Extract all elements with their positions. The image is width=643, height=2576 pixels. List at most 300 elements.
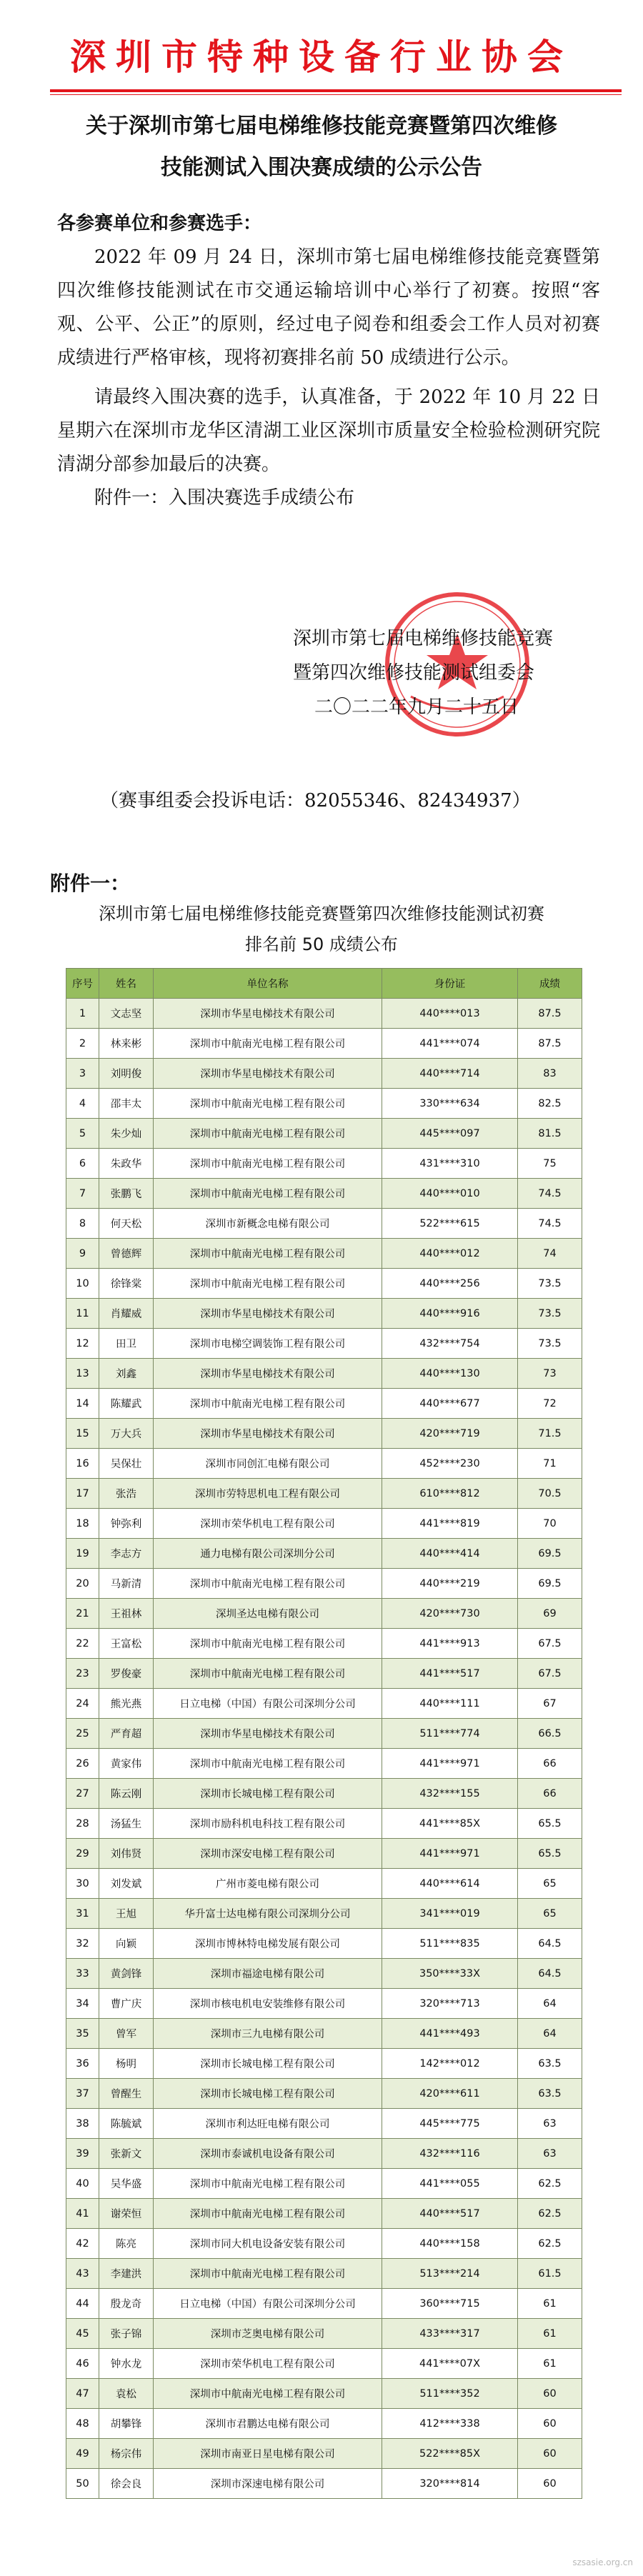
complaint-hotline: （赛事组委会投诉电话：82055346、82434937）: [100, 790, 531, 812]
cell-unit: 深圳市泰诚机电设备有限公司: [154, 2139, 382, 2169]
cell-rank: 29: [66, 1839, 99, 1869]
cell-id: 432****754: [382, 1329, 518, 1359]
cell-score: 70.5: [518, 1479, 582, 1509]
cell-score: 83: [518, 1059, 582, 1089]
cell-score: 70: [518, 1509, 582, 1539]
cell-score: 87.5: [518, 1029, 582, 1059]
cell-score: 61: [518, 2289, 582, 2319]
cell-unit: 通力电梯有限公司深圳分公司: [154, 1539, 382, 1569]
cell-unit: 深圳市华星电梯技术有限公司: [154, 1059, 382, 1089]
cell-unit: 深圳市中航南光电梯工程有限公司: [154, 1749, 382, 1779]
table-row: [66, 1809, 582, 1839]
cell-unit: 深圳市励科机电科技工程有限公司: [154, 1809, 382, 1839]
signature-org-line1: 深圳市第七届电梯维修技能竞赛: [293, 628, 554, 649]
results-table: [66, 968, 582, 2499]
letterhead: [0, 0, 643, 114]
table-row: [66, 1539, 582, 1569]
cell-name: 黄家伟: [99, 1749, 154, 1779]
header-name: 姓名: [99, 969, 154, 999]
cell-score: 71.5: [518, 1419, 582, 1449]
cell-score: 62.5: [518, 2229, 582, 2259]
cell-rank: 42: [66, 2229, 99, 2259]
cell-rank: 44: [66, 2289, 99, 2319]
cell-name: 曾醒生: [99, 2079, 154, 2109]
table-body: [66, 999, 582, 2499]
cell-rank: 4: [66, 1089, 99, 1119]
cell-unit: 深圳市芝奥电梯有限公司: [154, 2319, 382, 2349]
cell-score: 65: [518, 1869, 582, 1899]
cell-name: 王富松: [99, 1629, 154, 1659]
cell-score: 60: [518, 2409, 582, 2439]
cell-unit: 深圳市中航南光电梯工程有限公司: [154, 1569, 382, 1599]
cell-rank: 30: [66, 1869, 99, 1899]
table-row: [66, 1029, 582, 1059]
cell-rank: 19: [66, 1539, 99, 1569]
cell-id: 440****916: [382, 1299, 518, 1329]
cell-score: 73: [518, 1359, 582, 1389]
cell-unit: 深圳市三九电梯有限公司: [154, 2019, 382, 2049]
cell-rank: 47: [66, 2379, 99, 2409]
cell-score: 73.5: [518, 1299, 582, 1329]
table-row: [66, 1869, 582, 1899]
header-rank: 序号: [66, 969, 99, 999]
cell-id: 440****013: [382, 999, 518, 1029]
cell-score: 72: [518, 1389, 582, 1419]
letterhead-rule-thick: [50, 89, 622, 92]
cell-rank: 46: [66, 2349, 99, 2379]
cell-id: 320****814: [382, 2469, 518, 2499]
cell-score: 73.5: [518, 1329, 582, 1359]
cell-unit: 深圳市中航南光电梯工程有限公司: [154, 1179, 382, 1209]
cell-score: 63.5: [518, 2049, 582, 2079]
cell-id: 341****019: [382, 1899, 518, 1929]
cell-name: 陈亮: [99, 2229, 154, 2259]
cell-rank: 39: [66, 2139, 99, 2169]
cell-id: 441****971: [382, 1749, 518, 1779]
cell-score: 71: [518, 1449, 582, 1479]
cell-score: 62.5: [518, 2169, 582, 2199]
cell-unit: 深圳市利达旺电梯有限公司: [154, 2109, 382, 2139]
cell-score: 67.5: [518, 1629, 582, 1659]
cell-id: 441****493: [382, 2019, 518, 2049]
table-row: [66, 1269, 582, 1299]
org-title: 深圳市特种设备行业协会: [70, 36, 573, 78]
cell-unit: 深圳市中航南光电梯工程有限公司: [154, 2259, 382, 2289]
cell-score: 67: [518, 1689, 582, 1719]
cell-id: 522****615: [382, 1209, 518, 1239]
cell-unit: 深圳市中航南光电梯工程有限公司: [154, 1269, 382, 1299]
cell-unit: 深圳市中航南光电梯工程有限公司: [154, 2169, 382, 2199]
paragraph-initial-round: 2022 年 09 月 24 日，深圳市第七届电梯维修技能竞赛暨第四次维修技能测试在市交通运输培训中心举行了初赛。按照“客观、公平、公正”的原则，经过电子阅卷和组委会工作人员对初赛成绩进行严格审核，现将初赛排名前 50 成绩进行公示。: [57, 246, 600, 369]
cell-rank: 45: [66, 2319, 99, 2349]
cell-id: 420****719: [382, 1419, 518, 1449]
table-row: [66, 1119, 582, 1149]
cell-name: 肖耀威: [99, 1299, 154, 1329]
cell-unit: 深圳市华星电梯技术有限公司: [154, 1359, 382, 1389]
cell-name: 林来彬: [99, 1029, 154, 1059]
cell-score: 82.5: [518, 1089, 582, 1119]
cell-rank: 48: [66, 2409, 99, 2439]
cell-name: 黄剑锋: [99, 1959, 154, 1989]
cell-name: 邵丰太: [99, 1089, 154, 1119]
table-row: [66, 1929, 582, 1959]
header-id: 身份证: [382, 969, 518, 999]
cell-unit: 深圳市君鹏达电梯有限公司: [154, 2409, 382, 2439]
cell-name: 曾军: [99, 2019, 154, 2049]
notice-body: [57, 207, 600, 515]
cell-rank: 7: [66, 1179, 99, 1209]
cell-name: 谢荣恒: [99, 2199, 154, 2229]
cell-unit: 深圳市博林特电梯发展有限公司: [154, 1929, 382, 1959]
cell-id: 441****819: [382, 1509, 518, 1539]
table-row: [66, 1839, 582, 1869]
cell-name: 袁松: [99, 2379, 154, 2409]
cell-id: 420****730: [382, 1599, 518, 1629]
table-row: [66, 2379, 582, 2409]
cell-score: 62.5: [518, 2199, 582, 2229]
cell-name: 吴保壮: [99, 1449, 154, 1479]
cell-rank: 23: [66, 1659, 99, 1689]
cell-id: 441****913: [382, 1629, 518, 1659]
cell-rank: 20: [66, 1569, 99, 1599]
cell-name: 钟水龙: [99, 2349, 154, 2379]
table-row: [66, 1779, 582, 1809]
cell-score: 75: [518, 1149, 582, 1179]
cell-rank: 49: [66, 2439, 99, 2469]
cell-rank: 11: [66, 1299, 99, 1329]
cell-name: 王祖林: [99, 1599, 154, 1629]
notice-title-line2: 技能测试入围决赛成绩的公示公告: [161, 155, 482, 180]
cell-unit: 深圳市中航南光电梯工程有限公司: [154, 1659, 382, 1689]
cell-score: 61.5: [518, 2259, 582, 2289]
cell-id: 441****85X: [382, 1809, 518, 1839]
cell-name: 何天松: [99, 1209, 154, 1239]
cell-unit: 日立电梯（中国）有限公司深圳分公司: [154, 1689, 382, 1719]
cell-score: 69.5: [518, 1539, 582, 1569]
cell-name: 徐锋棠: [99, 1269, 154, 1299]
table-row: [66, 1749, 582, 1779]
cell-id: 330****634: [382, 1089, 518, 1119]
cell-score: 64: [518, 1989, 582, 2019]
table-header-row: [66, 969, 582, 999]
cell-score: 64.5: [518, 1959, 582, 1989]
cell-unit: 深圳市长城电梯工程有限公司: [154, 2079, 382, 2109]
cell-score: 63.5: [518, 2079, 582, 2109]
cell-score: 61: [518, 2319, 582, 2349]
cell-unit: 深圳市深安电梯工程有限公司: [154, 1839, 382, 1869]
cell-rank: 32: [66, 1929, 99, 1959]
cell-name: 曹广庆: [99, 1989, 154, 2019]
paragraph-attachment-ref: 附件一：入围决赛选手成绩公布: [94, 487, 355, 509]
cell-name: 汤猛生: [99, 1809, 154, 1839]
cell-rank: 37: [66, 2079, 99, 2109]
table-row: [66, 1209, 582, 1239]
cell-score: 74.5: [518, 1209, 582, 1239]
cell-unit: 深圳市同大机电设备安装有限公司: [154, 2229, 382, 2259]
cell-rank: 40: [66, 2169, 99, 2199]
cell-id: 441****07X: [382, 2349, 518, 2379]
cell-name: 马新清: [99, 1569, 154, 1599]
cell-name: 向颖: [99, 1929, 154, 1959]
cell-unit: 深圳市中航南光电梯工程有限公司: [154, 1119, 382, 1149]
cell-rank: 9: [66, 1239, 99, 1269]
cell-name: 刘鑫: [99, 1359, 154, 1389]
cell-name: 张新文: [99, 2139, 154, 2169]
letterhead-rule-thin: [50, 94, 622, 95]
cell-unit: 深圳市华星电梯技术有限公司: [154, 999, 382, 1029]
cell-unit: 深圳市华星电梯技术有限公司: [154, 1719, 382, 1749]
cell-id: 440****010: [382, 1179, 518, 1209]
cell-name: 张浩: [99, 1479, 154, 1509]
cell-id: 610****812: [382, 1479, 518, 1509]
cell-unit: 深圳圣达电梯有限公司: [154, 1599, 382, 1629]
cell-id: 445****775: [382, 2109, 518, 2139]
cell-rank: 27: [66, 1779, 99, 1809]
cell-unit: 深圳市华星电梯技术有限公司: [154, 1419, 382, 1449]
cell-name: 王旭: [99, 1899, 154, 1929]
cell-name: 刘明俊: [99, 1059, 154, 1089]
cell-unit: 深圳市中航南光电梯工程有限公司: [154, 1239, 382, 1269]
table-row: [66, 1689, 582, 1719]
table-row: [66, 1149, 582, 1179]
cell-unit: 日立电梯（中国）有限公司深圳分公司: [154, 2289, 382, 2319]
table-row: [66, 1569, 582, 1599]
header-score: 成绩: [518, 969, 582, 999]
cell-id: 522****85X: [382, 2439, 518, 2469]
cell-name: 熊光燕: [99, 1689, 154, 1719]
cell-name: 刘伟贤: [99, 1839, 154, 1869]
cell-rank: 14: [66, 1389, 99, 1419]
cell-rank: 43: [66, 2259, 99, 2289]
cell-rank: 8: [66, 1209, 99, 1239]
cell-name: 罗俊豪: [99, 1659, 154, 1689]
table-row: [66, 1089, 582, 1119]
table-row: [66, 2229, 582, 2259]
cell-score: 64.5: [518, 1929, 582, 1959]
cell-score: 73.5: [518, 1269, 582, 1299]
annex-title-line1: 深圳市第七届电梯维修技能竞赛暨第四次维修技能测试初赛: [99, 904, 544, 924]
cell-unit: 广州市菱电梯有限公司: [154, 1869, 382, 1899]
cell-name: 胡攀锋: [99, 2409, 154, 2439]
table-row: [66, 1329, 582, 1359]
cell-rank: 2: [66, 1029, 99, 1059]
cell-unit: 深圳市中航南光电梯工程有限公司: [154, 1089, 382, 1119]
cell-unit: 深圳市长城电梯工程有限公司: [154, 2049, 382, 2079]
cell-unit: 深圳市中航南光电梯工程有限公司: [154, 2199, 382, 2229]
cell-id: 511****835: [382, 1929, 518, 1959]
cell-unit: 深圳市中航南光电梯工程有限公司: [154, 1389, 382, 1419]
cell-id: 441****517: [382, 1659, 518, 1689]
cell-id: 440****677: [382, 1389, 518, 1419]
cell-id: 433****317: [382, 2319, 518, 2349]
cell-name: 吴华盛: [99, 2169, 154, 2199]
cell-rank: 35: [66, 2019, 99, 2049]
cell-unit: 深圳市中航南光电梯工程有限公司: [154, 1029, 382, 1059]
cell-unit: 深圳市荣华机电工程有限公司: [154, 2349, 382, 2379]
table-row: [66, 2349, 582, 2379]
cell-unit: 华升富士达电梯有限公司深圳分公司: [154, 1899, 382, 1929]
cell-rank: 10: [66, 1269, 99, 1299]
cell-unit: 深圳市核电机电安装维修有限公司: [154, 1989, 382, 2019]
cell-id: 432****155: [382, 1779, 518, 1809]
cell-unit: 深圳市电梯空调装饰工程有限公司: [154, 1329, 382, 1359]
cell-name: 李建洪: [99, 2259, 154, 2289]
cell-score: 81.5: [518, 1119, 582, 1149]
cell-name: 田卫: [99, 1329, 154, 1359]
cell-rank: 26: [66, 1749, 99, 1779]
table-row: [66, 999, 582, 1029]
table-row: [66, 1959, 582, 1989]
cell-unit: 深圳市中航南光电梯工程有限公司: [154, 2379, 382, 2409]
cell-name: 徐会良: [99, 2469, 154, 2499]
cell-name: 文志坚: [99, 999, 154, 1029]
cell-score: 67.5: [518, 1659, 582, 1689]
cell-score: 65: [518, 1899, 582, 1929]
annex-table-title: [71, 899, 572, 960]
table-row: [66, 2139, 582, 2169]
salutation: 各参赛单位和参赛选手：: [57, 213, 262, 234]
cell-score: 87.5: [518, 999, 582, 1029]
cell-score: 61: [518, 2349, 582, 2379]
cell-id: 440****219: [382, 1569, 518, 1599]
cell-unit: 深圳市劳特思机电工程有限公司: [154, 1479, 382, 1509]
cell-unit: 深圳市同创汇电梯有限公司: [154, 1449, 382, 1479]
cell-id: 440****130: [382, 1359, 518, 1389]
cell-rank: 1: [66, 999, 99, 1029]
table-row: [66, 2019, 582, 2049]
table-row: [66, 2079, 582, 2109]
cell-id: 441****055: [382, 2169, 518, 2199]
cell-rank: 28: [66, 1809, 99, 1839]
cell-rank: 41: [66, 2199, 99, 2229]
cell-id: 432****116: [382, 2139, 518, 2169]
cell-id: 440****614: [382, 1869, 518, 1899]
cell-name: 朱政华: [99, 1149, 154, 1179]
cell-rank: 33: [66, 1959, 99, 1989]
table-row: [66, 1659, 582, 1689]
table-row: [66, 1509, 582, 1539]
cell-id: 452****230: [382, 1449, 518, 1479]
cell-id: 431****310: [382, 1149, 518, 1179]
cell-name: 李志方: [99, 1539, 154, 1569]
paragraph-final-round: 请最终入围决赛的选手，认真准备，于 2022 年 10 月 22 日星期六在深圳市龙华区清湖工业区深圳市质量安全检验检测研究院清湖分部参加最后的决赛。: [57, 386, 600, 475]
cell-rank: 34: [66, 1989, 99, 2019]
cell-rank: 13: [66, 1359, 99, 1389]
cell-score: 66: [518, 1749, 582, 1779]
table-row: [66, 1239, 582, 1269]
table-row: [66, 2259, 582, 2289]
cell-name: 钟弥利: [99, 1509, 154, 1539]
cell-unit: 深圳市深速电梯有限公司: [154, 2469, 382, 2499]
cell-name: 杨明: [99, 2049, 154, 2079]
table-row: [66, 2469, 582, 2499]
cell-name: 严育超: [99, 1719, 154, 1749]
cell-unit: 深圳市中航南光电梯工程有限公司: [154, 1629, 382, 1659]
cell-name: 陈毓斌: [99, 2109, 154, 2139]
cell-id: 440****414: [382, 1539, 518, 1569]
cell-score: 60: [518, 2439, 582, 2469]
table-row: [66, 1899, 582, 1929]
cell-score: 63: [518, 2139, 582, 2169]
site-watermark: szsasie.org.cn: [572, 2557, 633, 2567]
cell-unit: 深圳市荣华机电工程有限公司: [154, 1509, 382, 1539]
cell-score: 74: [518, 1239, 582, 1269]
cell-score: 69: [518, 1599, 582, 1629]
table-row: [66, 2439, 582, 2469]
cell-id: 441****971: [382, 1839, 518, 1869]
signature-org-line2: 暨第四次维修技能测试组委会: [293, 662, 535, 684]
cell-id: 445****097: [382, 1119, 518, 1149]
cell-score: 60: [518, 2379, 582, 2409]
cell-rank: 21: [66, 1599, 99, 1629]
cell-score: 64: [518, 2019, 582, 2049]
notice-title-line1: 关于深圳市第七届电梯维修技能竞赛暨第四次维修: [86, 114, 557, 139]
cell-rank: 12: [66, 1329, 99, 1359]
cell-rank: 50: [66, 2469, 99, 2499]
annex-label: 附件一：: [50, 872, 131, 895]
cell-name: 朱少灿: [99, 1119, 154, 1149]
table-row: [66, 2169, 582, 2199]
table-row: [66, 1629, 582, 1659]
cell-rank: 16: [66, 1449, 99, 1479]
cell-name: 张鹏飞: [99, 1179, 154, 1209]
cell-name: 万大兵: [99, 1419, 154, 1449]
cell-name: 陈耀武: [99, 1389, 154, 1419]
signature-date: 二〇二二年九月二十五日: [314, 697, 519, 718]
cell-rank: 38: [66, 2109, 99, 2139]
cell-rank: 24: [66, 1689, 99, 1719]
notice-title: [43, 106, 600, 189]
table-row: [66, 1179, 582, 1209]
table-row: [66, 1419, 582, 1449]
cell-name: 杨宗伟: [99, 2439, 154, 2469]
table-row: [66, 1449, 582, 1479]
cell-unit: 深圳市华星电梯技术有限公司: [154, 1299, 382, 1329]
cell-rank: 22: [66, 1629, 99, 1659]
table-row: [66, 2109, 582, 2139]
cell-id: 440****256: [382, 1269, 518, 1299]
table-row: [66, 1599, 582, 1629]
cell-rank: 5: [66, 1119, 99, 1149]
cell-name: 殷龙奇: [99, 2289, 154, 2319]
cell-score: 60: [518, 2469, 582, 2499]
cell-rank: 25: [66, 1719, 99, 1749]
cell-name: 陈云刚: [99, 1779, 154, 1809]
table-row: [66, 2319, 582, 2349]
cell-unit: 深圳市长城电梯工程有限公司: [154, 1779, 382, 1809]
cell-id: 440****714: [382, 1059, 518, 1089]
cell-unit: 深圳市南亚日星电梯有限公司: [154, 2439, 382, 2469]
cell-id: 440****517: [382, 2199, 518, 2229]
cell-id: 441****074: [382, 1029, 518, 1059]
cell-unit: 深圳市福途电梯有限公司: [154, 1959, 382, 1989]
cell-rank: 17: [66, 1479, 99, 1509]
table-row: [66, 2049, 582, 2079]
cell-id: 440****111: [382, 1689, 518, 1719]
cell-name: 曾德辉: [99, 1239, 154, 1269]
cell-score: 65.5: [518, 1809, 582, 1839]
cell-rank: 31: [66, 1899, 99, 1929]
cell-id: 511****774: [382, 1719, 518, 1749]
table-row: [66, 2289, 582, 2319]
annex-title-line2: 排名前 50 成绩公布: [245, 934, 398, 954]
table-row: [66, 1299, 582, 1329]
table-row: [66, 1719, 582, 1749]
cell-id: 420****611: [382, 2079, 518, 2109]
cell-rank: 15: [66, 1419, 99, 1449]
table-row: [66, 1059, 582, 1089]
cell-id: 360****715: [382, 2289, 518, 2319]
